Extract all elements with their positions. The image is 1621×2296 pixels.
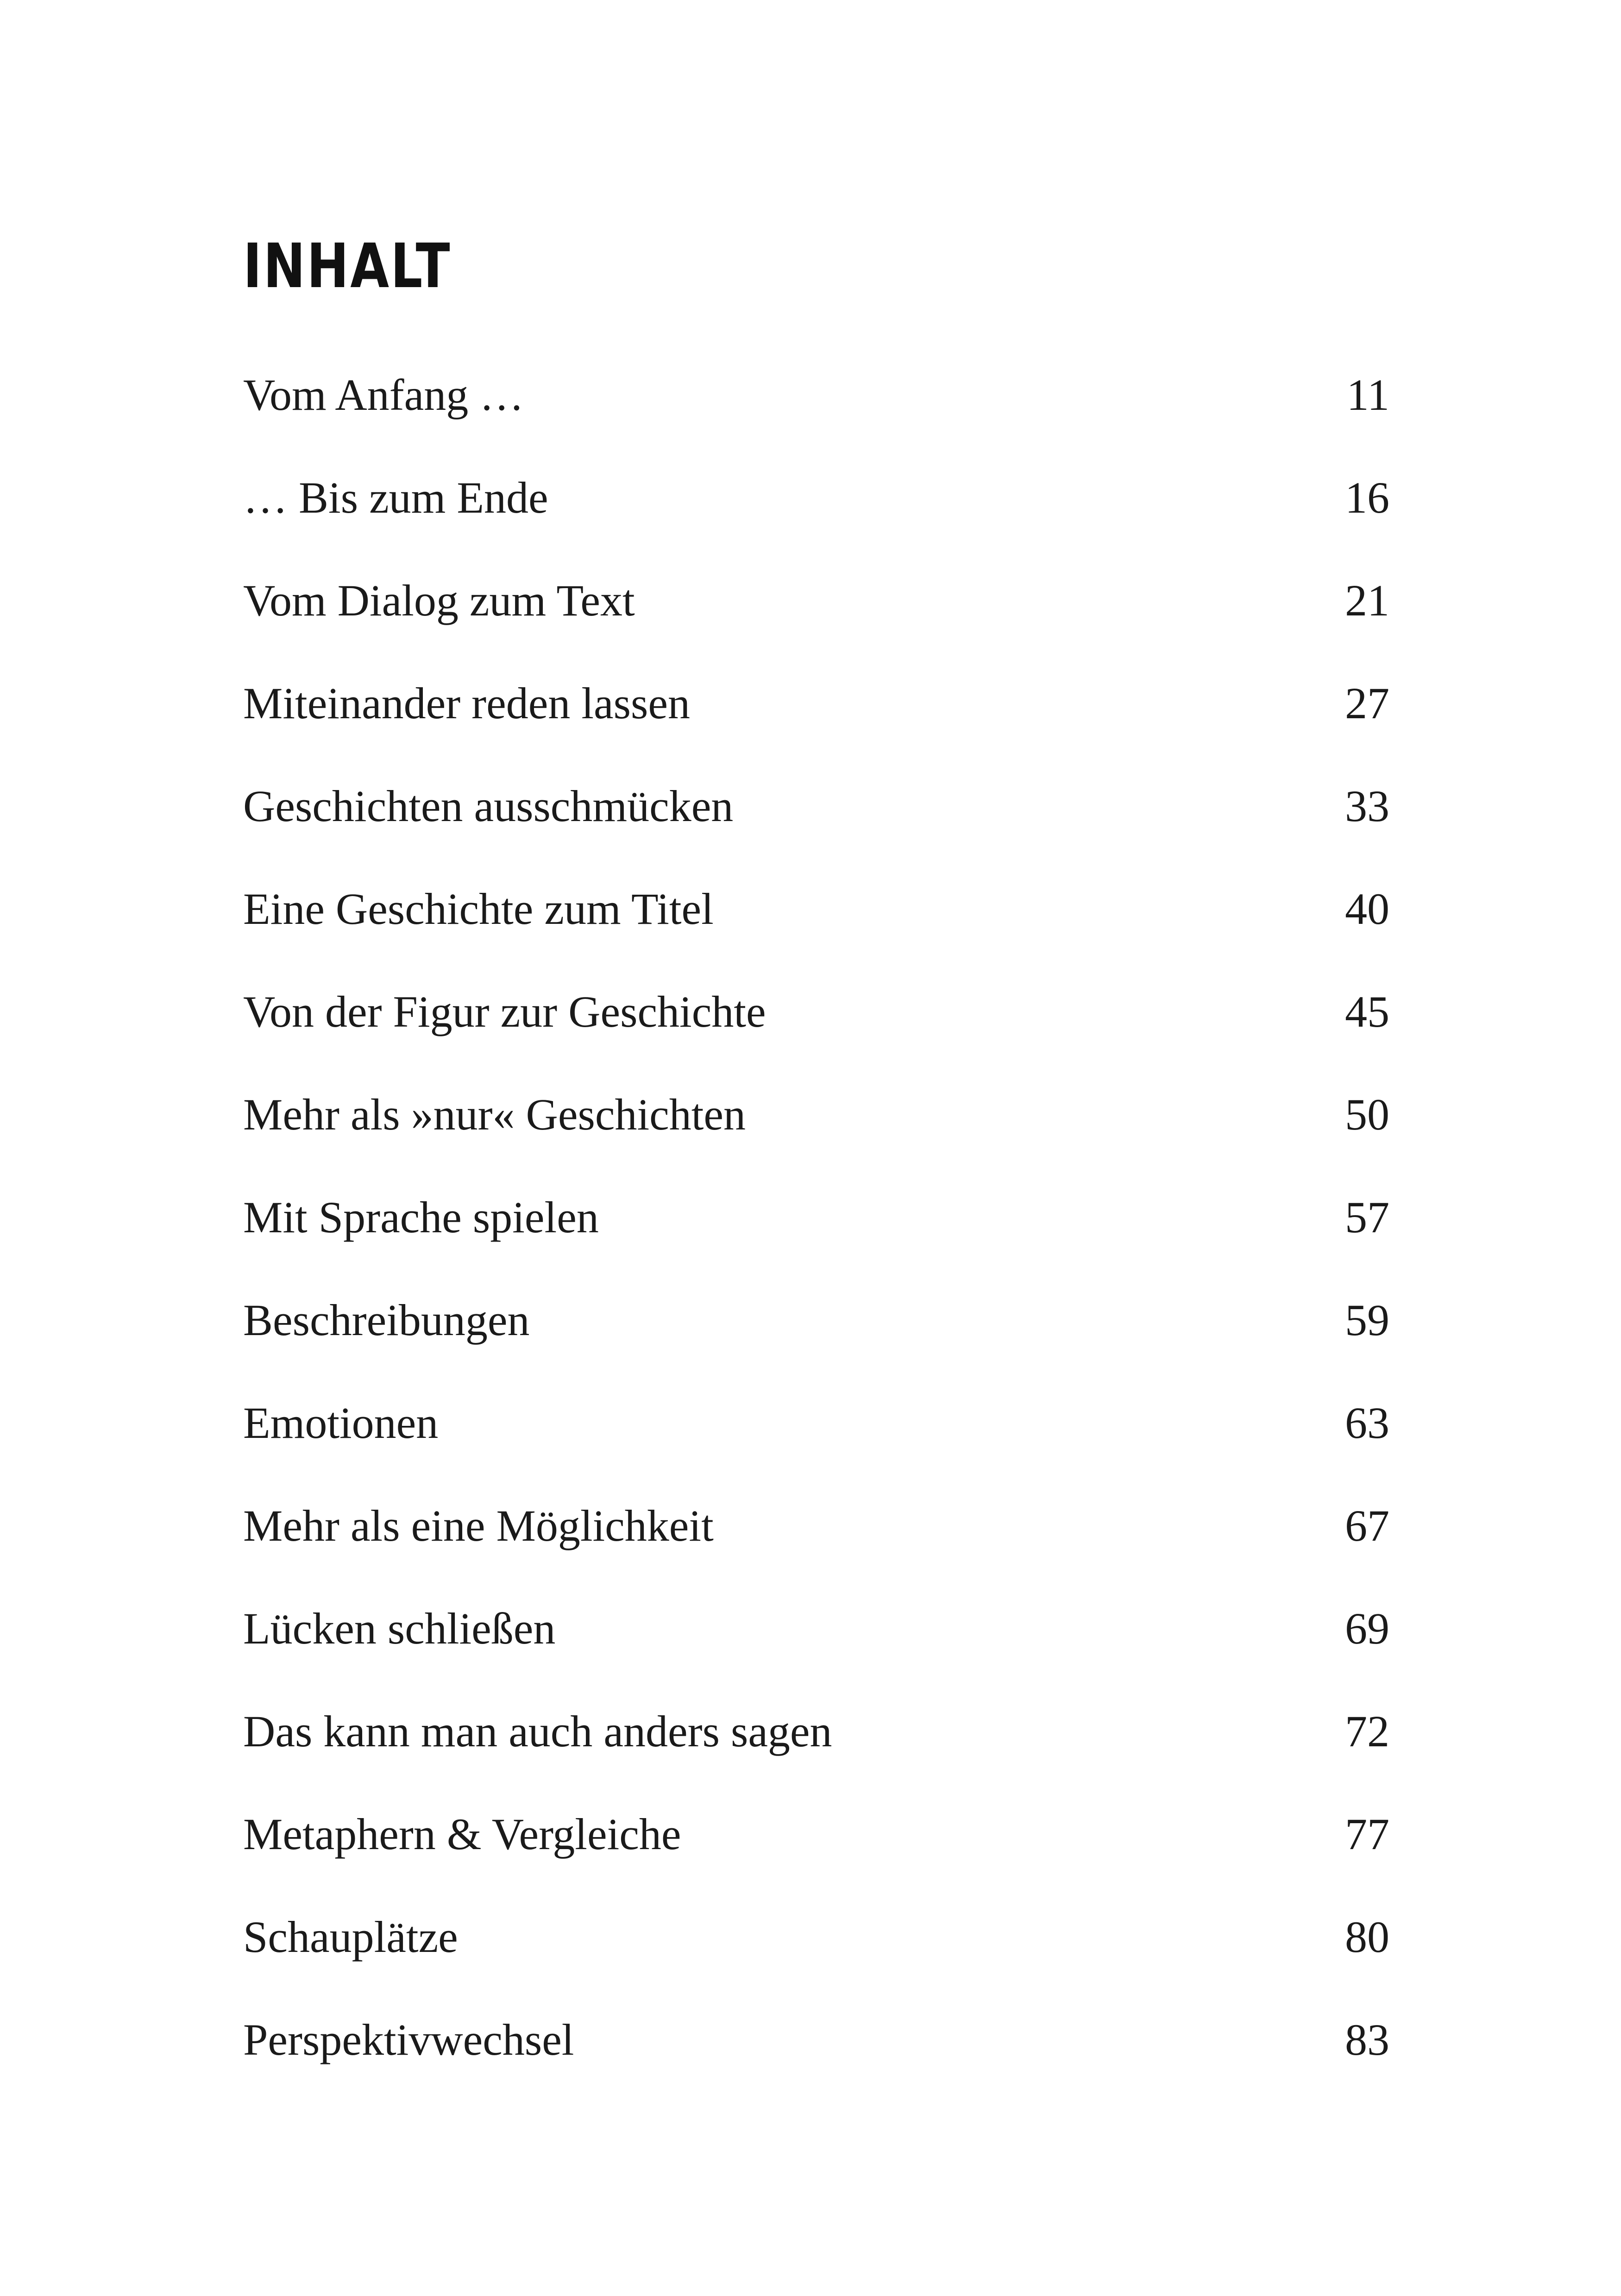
toc-entry-page-number: 69 [1345, 1604, 1389, 1653]
toc-entry-title: Miteinander reden lassen [243, 678, 690, 728]
toc-entry [243, 755, 1389, 858]
toc-entry-page-number: 16 [1345, 473, 1389, 522]
toc-entry-title: Emotionen [243, 1398, 439, 1448]
page-title: INHALT [243, 231, 452, 302]
toc-entry-title: Mehr als »nur« Geschichten [243, 1090, 746, 1139]
toc-entry-page-number: 21 [1345, 576, 1389, 625]
toc-entry [243, 1474, 1389, 1577]
toc-entry [243, 1886, 1389, 1989]
toc-entry [243, 1783, 1389, 1886]
toc-entry-page-number: 63 [1345, 1398, 1389, 1448]
toc-entry [243, 1989, 1389, 2091]
toc-entry-title: Das kann man auch anders sagen [243, 1706, 832, 1756]
toc-entry-page-number: 72 [1345, 1706, 1389, 1756]
toc-entry-title: Von der Figur zur Geschichte [243, 987, 766, 1036]
toc-entry-page-number: 77 [1345, 1809, 1389, 1859]
toc-entry [243, 1166, 1389, 1269]
toc-entry-title: Vom Anfang … [243, 370, 524, 420]
toc-entry [243, 1063, 1389, 1166]
toc-entry [243, 1577, 1389, 1680]
toc-entry [243, 960, 1389, 1063]
toc-entry-title: Metaphern & Vergleiche [243, 1809, 681, 1859]
toc-entry-title: Beschreibungen [243, 1295, 530, 1345]
toc-entry [243, 1269, 1389, 1372]
toc-entry-page-number: 50 [1345, 1090, 1389, 1139]
toc-entry-page-number: 27 [1345, 678, 1389, 728]
toc-entry-title: Lücken schließen [243, 1604, 556, 1653]
toc-entry-page-number: 67 [1345, 1501, 1389, 1550]
toc-entry-page-number: 83 [1345, 2015, 1389, 2064]
table-of-contents [243, 344, 1389, 2091]
toc-entry-page-number: 59 [1345, 1295, 1389, 1345]
toc-entry-page-number: 57 [1345, 1192, 1389, 1242]
toc-entry [243, 549, 1389, 652]
toc-entry-page-number: 11 [1346, 370, 1389, 420]
toc-entry-page-number: 80 [1345, 1912, 1389, 1962]
toc-entry-page-number: 40 [1345, 884, 1389, 934]
toc-entry-title: … Bis zum Ende [243, 473, 548, 522]
toc-entry-page-number: 33 [1345, 781, 1389, 831]
toc-entry-page-number: 45 [1345, 987, 1389, 1036]
toc-entry [243, 446, 1389, 549]
toc-entry-title: Perspektivwechsel [243, 2015, 574, 2064]
toc-entry-title: Eine Geschichte zum Titel [243, 884, 714, 934]
toc-entry [243, 858, 1389, 960]
toc-entry [243, 344, 1389, 446]
toc-entry-title: Mehr als eine Möglichkeit [243, 1501, 714, 1550]
toc-entry [243, 1372, 1389, 1474]
toc-entry-title: Schauplätze [243, 1912, 458, 1962]
toc-entry-title: Vom Dialog zum Text [243, 576, 635, 625]
toc-entry [243, 652, 1389, 755]
toc-entry [243, 1680, 1389, 1783]
toc-entry-title: Mit Sprache spielen [243, 1192, 599, 1242]
toc-entry-title: Geschichten ausschmücken [243, 781, 734, 831]
